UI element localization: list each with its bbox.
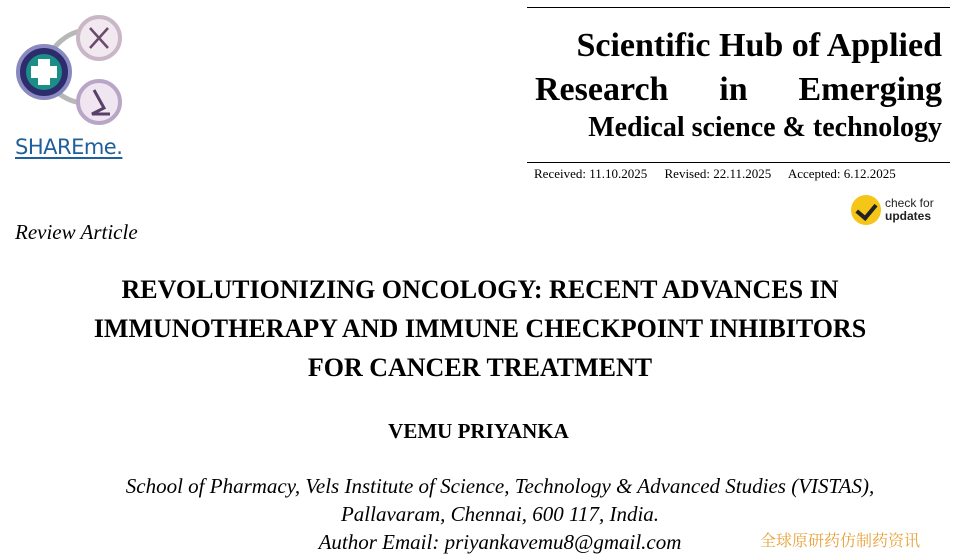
article-title (20, 270, 940, 387)
revised-date: Revised: 22.11.2025 (664, 166, 772, 181)
journal-title-line1: Scientific Hub of Applied (576, 27, 942, 64)
title-line: FOR CANCER TREATMENT (307, 353, 653, 382)
title-line: IMMUNOTHERAPY AND IMMUNE CHECKPOINT INHIBITORS (93, 314, 867, 343)
affiliation-line: Pallavaram, Chennai, 600 117, India. (340, 502, 660, 526)
accepted-date: Accepted: 6.12.2025 (787, 166, 896, 181)
logo-text[interactable]: SHAREme. (15, 135, 123, 159)
journal-title-line2 (535, 71, 942, 109)
check-updates-line1: check for (885, 196, 934, 210)
journal-title-word: in (719, 71, 748, 108)
journal-title-word: Research (535, 71, 669, 108)
header-top-rule (527, 7, 950, 8)
header-bottom-rule (527, 162, 950, 163)
title-line: REVOLUTIONIZING ONCOLOGY: RECENT ADVANCES IN (121, 275, 839, 304)
author-email[interactable]: Author Email: priyankavemu8@gmail.com (318, 530, 682, 554)
affiliation-line: School of Pharmacy, Vels Institute of Science, Technology & Advanced Studies (VISTAS), (125, 474, 875, 498)
check-for-updates-button[interactable] (851, 194, 943, 226)
article-dates (534, 166, 910, 182)
journal-title-line3: Medical science & technology (588, 112, 942, 143)
watermark-text: 全球原研药仿制药资讯 (760, 531, 921, 550)
checkmark-icon (851, 195, 881, 225)
check-updates-line2: updates (885, 209, 932, 223)
article-type: Review Article (15, 220, 138, 244)
author-name: VEMU PRIYANKA (388, 419, 569, 443)
logo-graphic-icon (14, 10, 144, 135)
journal-logo (14, 10, 144, 165)
journal-title-word: Emerging (798, 71, 942, 108)
received-date: Received: 11.10.2025 (534, 166, 648, 181)
journal-header (527, 7, 950, 163)
